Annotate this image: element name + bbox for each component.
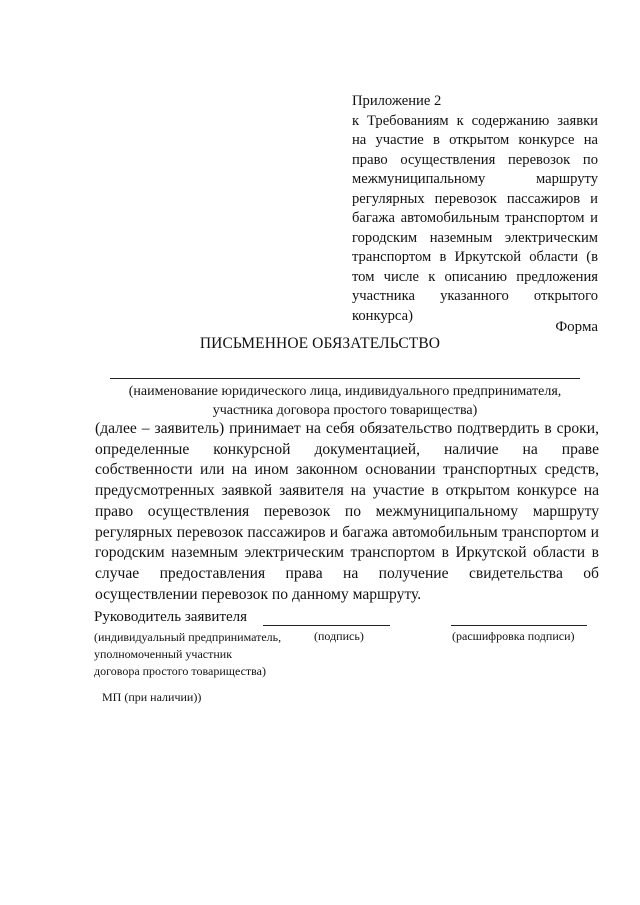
signature-decoding-line bbox=[451, 625, 587, 626]
applicant-name-line bbox=[110, 378, 580, 379]
form-label: Форма bbox=[555, 319, 598, 335]
appendix-header bbox=[352, 92, 598, 326]
document-title: ПИСЬМЕННОЕ ОБЯЗАТЕЛЬСТВО bbox=[199, 335, 441, 352]
appendix-title: Приложение 2 bbox=[352, 93, 442, 109]
signature-decoding-caption: (расшифровка подписи) bbox=[452, 629, 575, 643]
applicant-name-caption bbox=[92, 382, 598, 420]
signature-line bbox=[263, 625, 390, 626]
applicant-caption-line1: (наименование юридического лица, индивидуального предпринимателя, bbox=[128, 384, 562, 399]
stamp-label: МП (при наличии)) bbox=[102, 690, 202, 704]
signature-caption: (подпись) bbox=[314, 629, 364, 643]
appendix-text: к Требованиям к содержанию заявки на участие в открытом конкурсе на право осуществления перевозок по межмуниципальному маршруту регулярных перевозок пассажиров и багажа автомобильным транспортом и городским наземным электрическим транспортом в Иркутской области (в том числе к описанию предложения участника указанного открытого конкурса) bbox=[352, 112, 598, 324]
signer-sub-line3: договора простого товарищества) bbox=[94, 664, 267, 678]
obligation-text: (далее – заявитель) принимает на себя обязательство подтвердить в сроки, определенные конкурсной документацией, наличие на праве собственности или на ином законном основании транспортных средств, предусмотренных заявкой заявителя на участие в открытом конкурсе на право осуществления перевозок по межмуниципальному маршруту регулярных перевозок пассажиров и багажа автомобильным транспортом и городским наземным электрическим транспортом в Иркутской области в случае предоставления права на получение свидетельства об осуществлении перевозок по данному маршруту. bbox=[95, 420, 599, 603]
signer-sub-line1: (индивидуальный предприниматель, bbox=[94, 630, 282, 644]
signer-sub-line2: уполномоченный участник bbox=[94, 647, 233, 661]
signer-subcaption bbox=[94, 629, 294, 680]
applicant-caption-line2: участника договора простого товарищества) bbox=[212, 403, 478, 418]
signer-label: Руководитель заявителя bbox=[94, 609, 248, 625]
